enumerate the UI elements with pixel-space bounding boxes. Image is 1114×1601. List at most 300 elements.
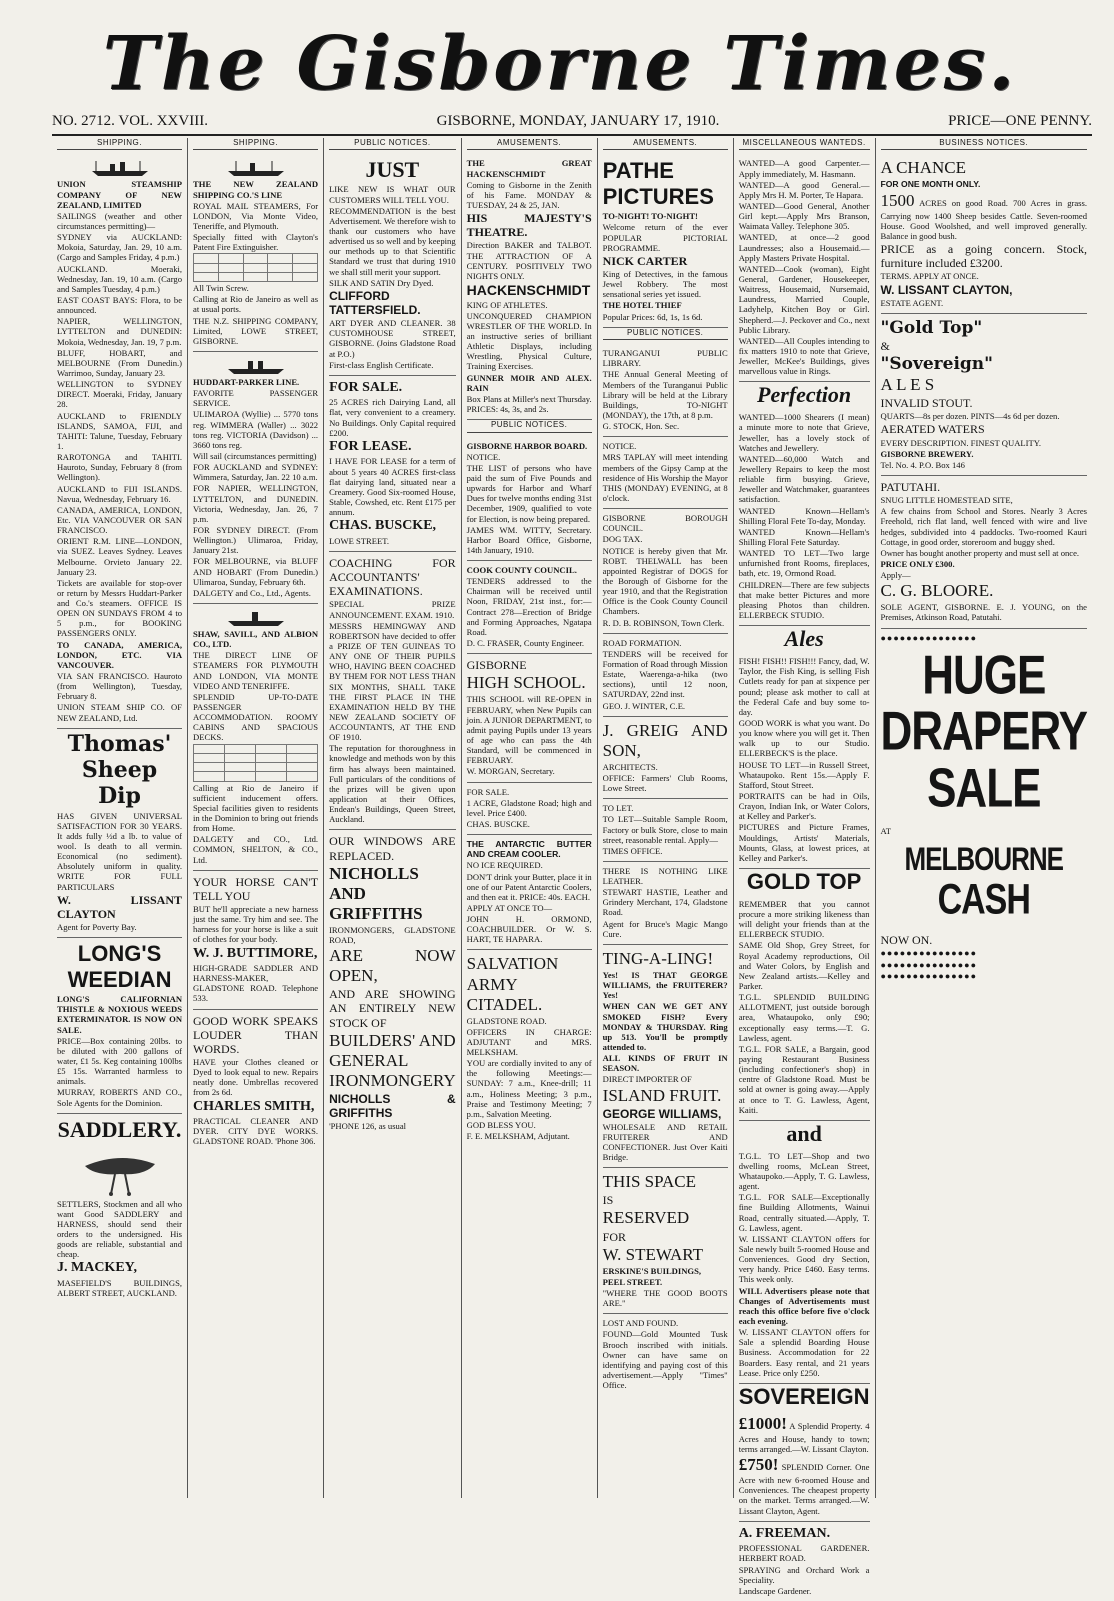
hastie-text: STEWART HASTIE, Leather and Grindery Merchant, 174, Gladstone Road. <box>602 887 728 918</box>
for-napier: FOR NAPIER, WELLINGTON, LYTTELTON, and DUNEDIN. Victoria, Wednesday, Jan. 26, 7 p.m. <box>193 483 319 524</box>
auckland-sailing: AUCKLAND. Moeraki, Wednesday, Jan. 19, 10 a.m. (Cargo and Samples Tuesday, 4 p.m.) <box>57 263 183 294</box>
pathe-pictures-ad <box>603 154 728 327</box>
tgl-ad: T.G.L. FOR SALE—Exceptionally fine Building Allotments, Wainui Road, centrally situated.—Apply, T. G. Lawless, agent. <box>738 1192 870 1233</box>
landscape-gardener: Landscape Gardener. <box>738 1585 812 1596</box>
rio-note: Calling at Rio de Janeiro as well as at usual ports. <box>193 294 319 315</box>
buscke-sub: LOWE STREET. <box>329 535 390 546</box>
hackenschmidt-ad <box>467 154 592 420</box>
gold-top-brand: "Gold Top" <box>880 317 983 338</box>
shaw-table <box>193 744 318 782</box>
shaw-title: SHAW, SAVILL, AND ALBION CO., LTD. <box>193 628 319 650</box>
column-heading: PUBLIC NOTICES. <box>329 138 456 150</box>
harbor-secretary: JAMES WM. WITTY, Secretary. Harbor Board Office, Gisborne, 14th January, 1910. <box>466 524 592 555</box>
for-sale-heading: FOR SALE. <box>466 786 510 797</box>
smoked-fish: WHEN CAN WE GET ANY SMOKED FISH? Every MONDAY & THURSDAY. Ring up 513. You'll be promptly attended to. <box>602 1001 728 1052</box>
this-space: THIS SPACE <box>602 1172 697 1192</box>
nicholls-name: NICHOLLS AND GRIFFITHS <box>329 863 423 923</box>
clayton-boarding-ad: W. LISSANT CLAYTON offers for Sale a splendid Boarding House Business. Accommodation for 22 Boarders. Easy rental, and 21 years Lease. Price only £250. <box>738 1327 870 1378</box>
notice-heading: NOTICE. <box>602 441 637 452</box>
salvation-address: GLADSTONE ROAD. <box>466 1015 547 1026</box>
cash-text: CASH <box>937 876 1030 924</box>
lost-found-heading: LOST AND FOUND. <box>602 1318 679 1329</box>
union-text: SAILINGS (weather and other circumstances permitting)— <box>57 210 183 231</box>
columns <box>52 138 1092 1596</box>
fish-ad: FISH! FISH!! FISH!!! Fancy, dad, W. Taylor, the Fish King, is selling Fish Cutlets ready for pan at sixpence per pound; please ask mother to call at the Federal Cafe and buy some to-day. <box>738 656 870 717</box>
library-title: TURANGANUI PUBLIC LIBRARY. <box>602 348 728 369</box>
road-title: ROAD FORMATION. <box>602 637 682 648</box>
patutahi-title: PATUTAHI. <box>880 480 941 495</box>
column-heading: AMUSEMENTS. <box>467 138 592 150</box>
popular-prices: Popular Prices: 6d, 1s, 1s 6d. <box>602 311 703 322</box>
friendly-islands-sailing: AUCKLAND to FRIENDLY ISLANDS, SAMOA, FIJI, and TAHITI: Talune, Tuesday, February 1. <box>57 410 183 451</box>
buscke-name: CHAS. BUSCKE, <box>329 518 437 534</box>
nicholls-footer: NICHOLLS & GRIFFITHS <box>329 1091 456 1121</box>
antarctic-text: DON'T drink your Butter, place it in one of our Patent Antarctic Coolers, and then eat it. PRICE: 40s. EACH. <box>466 871 592 902</box>
acres-number: 1500 <box>880 190 915 210</box>
favorite-service: FAVORITE PASSENGER SERVICE. <box>193 388 319 409</box>
king-athletes: KING OF ATHLETES. <box>466 299 548 310</box>
tapley-notice-ad <box>603 437 728 509</box>
price-1000-text: A Splendid Property. 4 Acres and House, handy to town; terms arranged.—W. Lissant Clayton. <box>738 1420 870 1455</box>
quarts-pints: QUARTS—8s per dozen. PINTS—4s 6d per dozen. <box>880 411 1060 422</box>
column-business-notices <box>875 138 1093 1498</box>
clayton-sub: Agent for Poverty Bay. <box>57 922 137 933</box>
bluff-sailing: BLUFF, HOBART, and MELBOURNE (From Dunedin.) Warrimoo, Sunday, January 23. <box>57 347 183 378</box>
library-ad <box>603 344 728 437</box>
goodwork-heading: GOOD WORK SPEAKS LOUDER THAN WORDS. <box>193 1013 319 1056</box>
nz-shipping-agent: THE N.Z. SHIPPING COMPANY, Limited, LOWE STREET, GISBORNE. <box>193 315 319 346</box>
patutahi-ad <box>881 476 1088 629</box>
house-to-let: HOUSE TO LET—in Russell Street, Whataupoko. Rent 15s.—Apply F. Stafford, Stout Street. <box>738 759 870 790</box>
architects: ARCHITECTS. <box>602 761 658 772</box>
school-secretary: W. MORGAN, Secretary. <box>466 766 555 777</box>
space-reserved: RESERVED <box>602 1208 690 1228</box>
brewery-ad <box>881 314 1088 476</box>
windows-replaced: OUR WINDOWS ARE REPLACED. <box>329 834 456 863</box>
weedian-sub: LONG'S CALIFORNIAN THISTLE & NOXIOUS WEEDS EXTERMINATOR. IS NOW ON SALE. <box>57 994 183 1035</box>
column-heading: MISCELLANEOUS WANTEDS. <box>739 138 870 150</box>
terms-text: TERMS. APPLY AT ONCE. <box>880 271 979 282</box>
melbourne-text: MELBOURNE <box>904 840 1064 878</box>
harbor-board-ad <box>467 437 592 562</box>
for-melbourne: FOR MELBOURNE, via BLUFF AND HOBART (From Dunedin.) Ulimaroa, Sunday, February 6th. <box>193 556 319 587</box>
ales-heading: Ales <box>784 626 824 652</box>
dog-tax: DOG TAX. <box>602 534 643 545</box>
silk-satin: SILK AND SATIN Dry Dyed. <box>329 277 434 288</box>
price-only: PRICE ONLY £300. <box>880 559 955 570</box>
shaw-savill-ad <box>193 604 318 871</box>
good-boots: "WHERE THE GOOD BOOTS ARE." <box>602 1288 728 1309</box>
union-steamship-ad <box>57 154 182 728</box>
to-let-text: TO LET—Suitable Sample Room, Factory or bulk Store, close to main street, reasonable rental. Apply— <box>602 814 728 845</box>
huddart-fleet: ULIMAROA (Wyllie) ... 5770 tons reg. WIMMERA (Waller) ... 3022 tons reg. VICTORIA (Davidson) ... 3660 tons reg. <box>193 409 319 450</box>
library-secretary: G. STOCK, Hon. Sec. <box>602 421 680 432</box>
good-work-ad: GOOD WORK is what you want. Do you know where you will get it. Then walk up to our Studio. ELLERBECK'S is the place. <box>738 717 870 759</box>
steamship-icon <box>90 159 150 177</box>
huge-text: HUGE <box>922 644 1046 707</box>
hastie-agent: Agent for Bruce's Magic Mango Cure. <box>602 918 728 939</box>
to-let-heading: TO LET. <box>602 803 634 814</box>
steamship-icon <box>226 357 286 375</box>
cook-title: COOK COUNTY COUNCIL. <box>466 565 577 576</box>
charles-smith-ad <box>193 1010 318 1152</box>
gisborne-brewery: GISBORNE BREWERY. <box>880 448 974 459</box>
gunner-moir: GUNNER MOIR AND ALEX. RAIN <box>466 372 592 393</box>
buttimore-sub: HIGH-GRADE SADDLER AND HARNESS-MAKER, GLADSTONE ROAD. Telephone 533. <box>193 963 319 1004</box>
drapery-sale-ad <box>881 629 1088 987</box>
just-sub: LIKE NEW IS WHAT OUR CUSTOMERS WILL TELL YOU. <box>329 184 456 205</box>
perfection-heading: Perfection <box>757 382 852 408</box>
pathe-title: PATHE PICTURES <box>602 158 714 210</box>
owner-note: Owner has bought another property and must sell at once. <box>880 547 1080 558</box>
at-text: AT <box>880 825 892 836</box>
shaw-accommodation: SPLENDID UP-TO-DATE PASSENGER ACCOMMODATION. ROOMY CABINS AND SPACIOUS DECKS. <box>193 691 319 743</box>
stewart-name: W. STEWART <box>602 1244 704 1264</box>
antarctic-ad <box>467 835 592 950</box>
coaching-heading: COACHING FOR ACCOUNTANTS' EXAMINATIONS. <box>329 555 456 599</box>
canada-route: CANADA, AMERICA, LONDON, Etc. VIA VANCOUVER OR SAN FRANCISCO. <box>57 504 183 536</box>
price: PRICE—ONE PENNY. <box>948 113 1092 129</box>
high-school-ad <box>467 654 592 782</box>
price-750-text: SPLENDID Corner. One Acre with new 6-roomed House and Conveniences. The cheapest property on the market. Terms arranged.—W. Lissant Clayton, Agent. <box>738 1462 870 1516</box>
space-is: IS <box>602 1193 614 1208</box>
no-ice: NO ICE REQUIRED. <box>466 860 543 871</box>
nz-shipping-title: THE NEW ZEALAND SHIPPING CO.'S LINE <box>193 179 319 200</box>
advertisers-note: WILL Advertisers please note that Changes of Advertisements must reach this office before five o'clock each evening. <box>738 1285 870 1327</box>
union-office: UNION STEAM SHIP CO. OF NEW ZEALAND, Ltd. <box>57 702 183 723</box>
williams-question: Yes! IS THAT GEORGE WILLIAMS, the FRUITERER? Yes! <box>602 969 728 1001</box>
bloore-sub: SOLE AGENT, GISBORNE. E. J. YOUNG, on the Premises, Atkinson Road, Patutahi. <box>880 602 1088 623</box>
clifford-name: CLIFFORD TATTERSFIELD. <box>329 288 421 317</box>
wanted-item: WANTED—A good Carpenter.—Apply immediately, M. Hasmann. <box>738 158 870 179</box>
children-photos: CHILDREN—There are few subjects that make better Pictures and more pleasing Photos than children. ELLERBECK STUDIO. <box>738 579 870 621</box>
wanted-item: WANTED Known—Hellam's Shilling Floral Fete Saturday. <box>738 526 870 548</box>
dot-border: ●●●●●●●●●●●●●●● <box>880 632 978 643</box>
invalid-stout: INVALID STOUT. <box>880 396 973 411</box>
ting-a-ling: TING-A-LING! <box>602 948 714 968</box>
pathe-text: Welcome return of the ever POPULAR PICTORIAL PROGRAMME. <box>602 222 728 253</box>
dog-tax-ad <box>603 509 728 634</box>
salvation-officers: OFFICERS IN CHARGE: ADJUTANT and MRS. MELKSHAM. <box>466 1026 592 1058</box>
acres-text: ACRES on good Road. 700 Acres in grass. Carrying now 1400 Sheep besides Cattle. Seven-roomed House. Good Woolshed, and well improved generally. Balance in good bush. <box>880 197 1088 241</box>
nz-shipping-ad <box>193 154 318 352</box>
peel-street: PEEL STREET. <box>602 1276 663 1287</box>
dot-border: ●●●●●●●●●●●●●●● <box>880 971 978 982</box>
school-gisborne: GISBORNE <box>466 658 527 673</box>
nick-carter: NICK CARTER <box>602 253 688 268</box>
snug-homestead: SNUG LITTLE HOMESTEAD SITE, <box>880 495 1013 506</box>
now-open: ARE NOW OPEN, <box>329 946 456 986</box>
nicholls-ad <box>329 830 456 1136</box>
aerated-waters: AERATED WATERS <box>880 422 985 437</box>
column-heading: SHIPPING. <box>193 138 318 150</box>
wanted-item: WANTED—All Couples intending to fix matters 1910 to note that Grieve, Jeweller, McKee's Buildings, gives marvellous value in Rings. <box>738 335 870 377</box>
column-miscellaneous <box>733 138 875 1596</box>
dot-border: ●●●●●●●●●●●●●●● <box>880 948 978 959</box>
nicholls-sub: IRONMONGERS, GLADSTONE ROAD, <box>329 924 456 946</box>
wellington-sydney-sailing: WELLINGTON to SYDNEY DIRECT. Moeraki, Friday, January 28. <box>57 379 183 410</box>
san-francisco-sailing: VIA SAN FRANCISCO. Hauroto (from Wellington), Tuesday, February 8. <box>57 671 183 702</box>
saddlery-text: SETTLERS, Stockmen and all who want Good SADDLERY and HARNESS, should send their orders to the undersigned. His goods are reliable, substantial and cheap. <box>57 1198 183 1260</box>
ales-text: A L E S <box>880 375 935 395</box>
tickets-notice: Tickets are available for stop-over or return by Messrs Huddart-Parker and Co.'s steamers. OFFICE IS OPEN ON SUNDAYS FROM 4 to 5 p.m., for BOOKING PASSENGERS ONLY. <box>57 577 183 639</box>
issue-number: NO. 2712. VOL. XXVIII. <box>52 113 208 129</box>
mackey-name: J. MACKEY, <box>57 1260 137 1276</box>
wanted-item: WANTED—1000 Shearers (I mean) a minute more to note that Grieve, Jeweller, has a lovely stock of Watches and Jewellery. <box>738 412 870 453</box>
huddart-parker-ad <box>193 352 318 604</box>
horse-heading: YOUR HORSE CAN'T TELL YOU <box>193 874 319 903</box>
saddlery-title: SADDLERY. <box>57 1116 182 1142</box>
hack-title: THE GREAT HACKENSCHMIDT <box>466 158 592 179</box>
chance-sub: FOR ONE MONTH ONLY. <box>880 179 981 190</box>
george-williams-ad <box>603 945 728 1168</box>
eastcoast-sailing: EAST COAST BAYS: Flora, to be announced. <box>57 294 183 316</box>
and-heading: and <box>786 1120 822 1146</box>
showing-stock: AND ARE SHOWING AN ENTIRELY NEW STOCK OF <box>329 987 456 1030</box>
salvation-title: SALVATION ARMY CITADEL. <box>466 954 559 1014</box>
column-heading: SHIPPING. <box>57 138 182 150</box>
salvation-army-ad <box>467 950 592 1146</box>
theatre-name: HIS MAJESTY'S THEATRE. <box>466 211 592 240</box>
huddart-title: HUDDART-PARKER LINE. <box>193 377 300 388</box>
smith-sub: PRACTICAL CLEANER AND DYER. CITY DYE WORKS. GLADSTONE ROAD. 'Phone 306. <box>193 1116 319 1147</box>
nicholls-phone: 'PHONE 126, as usual <box>329 1121 407 1132</box>
special-prize: SPECIAL PRIZE ANNOUNCEMENT. EXAM. 1910. <box>329 599 456 620</box>
road-engineer: GEO. J. WINTER, C.E. <box>602 700 686 711</box>
weedian-title: LONG'S WEEDIAN <box>67 941 172 993</box>
shaw-text: Calling at Rio de Janeiro if sufficient inducement offers. Special facilities given to residents in the Dominion to bring out friends from Home. <box>193 782 319 834</box>
union-title: UNION STEAMSHIP COMPANY OF NEW ZEALAND, LIMITED <box>57 179 183 210</box>
column-shipping-1 <box>52 138 187 1498</box>
buscke-ad <box>329 376 456 552</box>
buttimore-name: W. J. BUTTIMORE, <box>193 945 318 961</box>
to-let-ad <box>603 799 728 862</box>
stewart-ad <box>603 1168 728 1314</box>
sheep-dip-title: Thomas' Sheep Dip <box>67 730 172 809</box>
clayton-house-ad: W. LISSANT CLAYTON offers for Sale newly built 5-roomed House and Conveniences. Good dry Section, very handy. Price £460. Easy terms. This week only. <box>738 1233 870 1285</box>
steamship-icon <box>226 159 286 177</box>
weedian-ad <box>57 938 182 1113</box>
hastie-ad <box>603 862 728 945</box>
messrs-text-2: The reputation for thoroughness in knowledge and methods won by this firm has always been maintained. Full particulars of the conditions of the prizes will be given upon application at their Offices, Endean's Buildings, Queen Street, Auckland. <box>329 743 456 825</box>
library-text: THE Annual General Meeting of Members of the Turanganui Public Library will be held at the Library Buildings, TO-NIGHT (MONDAY), the 17th, at 8 p.m. <box>602 369 728 421</box>
wanted-item: WANTED—Cook (woman), Eight General, Gardener, Housekeeper, Waitress, Housemaid, Nursemaid, Laundress, Married Couple, Ladyhelp, Kitchen Boy or Girl. Shepherd.—J. Peckover and Co., next Public Library. <box>738 263 870 335</box>
column-public-notices <box>323 138 461 1498</box>
dalgety-agents: DALGETY and Co., Ltd., Agents. <box>193 587 311 598</box>
road-text: TENDERS will be received for Formation of Road through Mission Estate, Waerenga-a-hika (two sections), until 12 noon, SATURDAY, 22nd inst. <box>602 648 728 700</box>
same-old-shop: SAME Old Shop, Grey Street, for Royal Academy reproductions, Oil and Water Colors, by English and New Zealand artists.—Kelley and Parker. <box>738 940 870 991</box>
adjutant: F. E. MELKSHAM, Adjutant. <box>466 1131 570 1142</box>
masthead <box>30 18 1090 110</box>
tonight: TO-NIGHT! TO-NIGHT! <box>602 211 698 222</box>
bloore-name: C. G. BLOORE. <box>880 581 994 601</box>
section-heading: PUBLIC NOTICES. <box>603 328 728 340</box>
freeman-ad <box>739 1522 870 1601</box>
wanteds-block-4 <box>739 895 870 1121</box>
wanted-item: WANTED—Good General, Another Girl kept.—Apply Mrs Branson, Waimata Valley. Telephone 305. <box>738 201 870 232</box>
high-school: HIGH SCHOOL. <box>466 673 586 693</box>
steamship-icon <box>226 609 286 627</box>
portraits-ad: PORTRAITS can be had in Oils, Crayon, Indian Ink, or Water Colors, at Kelley and Parker's. <box>738 790 870 822</box>
column-heading: BUSINESS NOTICES. <box>881 138 1088 150</box>
found-text: FOUND—Gold Mounted Tusk Brooch inscribed with initials. Owner can have same on identifying and paying cost of this advertisement.—Apply "Times" Office. <box>602 1329 728 1391</box>
god-bless: GOD BLESS YOU. <box>466 1120 536 1131</box>
hack-desc: UNCONQUERED CHAMPION WRESTLER OF THE WORLD. In an instructive series of brilliant Athletic Displays, including Wrestling, Physical Culture, Training Exercises. <box>466 310 592 372</box>
antarctic-apply: APPLY AT ONCE TO— <box>466 902 553 913</box>
road-formation-ad <box>603 634 728 717</box>
sheep-dip-text: HAS GIVEN UNIVERSAL SATISFACTION FOR 30 YEARS. It adds fully ½d a lb. to value of wool. Is death to all vermin. Economical (no sediment). Absolutely uniform in quality. WRITE FOR FULL PARTICULARS <box>57 810 183 892</box>
chance-title: A CHANCE <box>880 158 966 178</box>
every-description: EVERY DESCRIPTION. FINEST QUALITY. <box>880 437 1042 448</box>
wanteds-block-3 <box>739 652 870 869</box>
wanted-item: WANTED—A good General.—Apply Mrs H. M. Porter, Te Hapara. <box>738 179 870 200</box>
tgl-ad: T.G.L. TO LET—Shop and two dwelling rooms, McLean Street, Whataupoko.—Apply, T. G. Lawless, agent. <box>738 1150 870 1192</box>
gold-top-heading: GOLD TOP <box>746 868 862 894</box>
hack-sub: Coming to Gisborne in the Zenith of his Fame. MONDAY & TUESDAY, 24 & 25, JAN. <box>466 179 592 210</box>
messrs-text: MESSRS HEMINGWAY AND ROBERTSON have decided to offer a PRIZE OF TEN GUINEAS TO ANY ONE OF THEIR PUPILS WHO, HAVING BEEN COACHED BY THEM FOR NOT LESS THAN SIX MONTHS, SHALL TAKE THE FIRST PLACE IN THE EXAMINATION HELD BY THE NEW ZEALAND SOCIETY OF ACCOUNTANTS, AT THE END OF 1910. <box>329 620 456 743</box>
ampersand: & <box>880 338 890 353</box>
cook-county-ad <box>467 561 592 654</box>
estate-agent: ESTATE AGENT. <box>880 297 944 308</box>
wanted-item: WANTED TO LET—Two large unfurnished front Rooms, fireplaces, bath, etc. 19, Ormond Road. <box>738 548 870 579</box>
wanteds-block-5 <box>739 1147 870 1384</box>
price-750: £750! <box>738 1455 779 1475</box>
borough-title: GISBORNE BOROUGH COUNCIL. <box>602 513 728 534</box>
nz-shipping-table <box>193 253 318 282</box>
snug-text: A few chains from School and Stores. Nearly 3 Acres Freehold, rich flat land, well fenced with wire and live hedges, subdivided into 4 paddocks. Two-roomed Kauri Cottage, in good order, storeroom and buggy shed. <box>880 506 1088 547</box>
will-sail: Will sail (circumstances permitting) <box>193 451 317 461</box>
drapery-text: DRAPERY <box>880 701 1088 763</box>
clayton-agent: W. LISSANT CLAYTON <box>57 892 183 921</box>
now-on: NOW ON. <box>880 932 933 947</box>
freeman-name: A. FREEMAN. <box>738 1525 831 1541</box>
property-ads <box>739 1410 870 1522</box>
harbor-text: THE LIST of persons who have paid the sum of Five Pounds and upwards for Harbor and Wharf Dues for twelve months ending 31st December, 1909, qualified to vote for Election, is now being prepared. <box>466 462 592 524</box>
newspaper-title: The Gisborne Times. <box>102 21 1018 107</box>
for-lease-heading: FOR LEASE. <box>329 438 412 454</box>
spraying: SPRAYING and Orchard Work a Speciality. <box>738 1564 870 1585</box>
goodwork-text: HAVE your Clothes cleaned or Dyed to look equal to new. Repairs neatly done. Umbrellas recovered from 2s 6d. <box>193 1057 319 1098</box>
first-class: First-class English Certificate. <box>329 359 434 370</box>
greig-office: OFFICE: Farmers' Club Rooms, Lowe Street. <box>602 772 728 794</box>
fiji-sailing: AUCKLAND to FIJI ISLANDS. Navua, Wednesday, February 16. <box>57 483 183 504</box>
murray-agents: MURRAY, ROBERTS AND CO., Sole Agents for the Dominion. <box>57 1087 183 1108</box>
saddle-icon <box>75 1146 165 1196</box>
just-text: RECOMMENDATION is the best Advertisement. We therefore wish to thank our customers who have advertised us so well and by keeping our methods up to that Scientific Standard we trust that during 1910 we shall still merit your support. <box>329 205 456 277</box>
wanteds-block <box>739 154 870 382</box>
direct-importer: DIRECT IMPORTER OF <box>602 1074 692 1085</box>
column-shipping-2 <box>187 138 323 1498</box>
canada-vancouver: TO CANADA, AMERICA, LONDON, ETC. VIA VANCOUVER. <box>57 639 183 670</box>
dot-border: ●●●●●●●●●●●●●●● <box>880 959 978 970</box>
sovereign-brand: "Sovereign" <box>880 354 994 375</box>
williams-sub: WHOLESALE AND RETAIL FRUITERER AND CONFECTIONER. Just Over Kaiti Bridge. <box>602 1121 728 1163</box>
brewery-tel: Tel. No. 4. P.O. Box 146 <box>880 459 965 470</box>
hack-name: HACKENSCHMIDT <box>466 282 591 299</box>
acre-for-sale-ad <box>467 783 592 836</box>
greig-name: J. GREIG AND SON, <box>602 720 728 760</box>
just-title: JUST <box>365 157 420 183</box>
carter-text: King of Detectives, in the famous Jewel Robbery. The most sensational series yet issued. <box>602 269 728 300</box>
chance-ad <box>881 154 1088 313</box>
wanted-item: WANTED—60,000 Watch and Jewellery Repairs to keep the most reliable firm busying. Grieve, Jeweller and Watchmaker, guarantees satisfaction. <box>738 453 870 505</box>
hack-text: Direction BAKER and TALBOT. THE ATTRACTION OF A CENTURY. POSITIVELY TWO NIGHTS ONLY. <box>466 240 592 281</box>
sovereign-heading: SOVEREIGN <box>738 1383 870 1409</box>
clayton-name: W. LISSANT CLAYTON, <box>880 282 1013 297</box>
place-date: GISBORNE, MONDAY, JANUARY 17, 1910. <box>436 113 720 129</box>
column-amusements-1 <box>461 138 597 1498</box>
cook-engineer: D. C. FRASER, County Engineer. <box>466 638 585 649</box>
island-fruit: ISLAND FRUIT. <box>602 1085 722 1105</box>
school-text: THIS SCHOOL will RE-OPEN in FEBRUARY, when New Pupils can join. A JUNIOR DEPARTMENT, to admit paying Pupils under 13 years of age who can pass the 4th Standard, will be commenced in FEBRUARY. <box>466 694 592 766</box>
dog-text: NOTICE is hereby given that Mr. ROBT. THELWALL has been appointed Registrar of DOGS for the Borough of Gisborne for the year 1910, and that the Registration Office is the Cook County Council Chambers. <box>602 545 728 617</box>
harbor-title: GISBORNE HARBOR BOARD. <box>466 440 588 451</box>
nz-shipping-sub: ROYAL MAIL STEAMERS, For LONDON, Via Monte Video, Teneriffe, and Plymouth. <box>193 200 319 231</box>
clifford-ad <box>329 154 456 375</box>
orient-line: ORIENT R.M. LINE—LONDON, via SUEZ. Leaves Sydney. Leaves Melbourne. Orvieto January 22. January 23. <box>57 536 183 577</box>
for-sale-text: 25 ACRES rich Dairying Land, all flat, very convenient to a creamery. No Buildings. Only Capital required £200. <box>329 397 456 438</box>
column-amusements-2 <box>597 138 733 1498</box>
freeman-sub: PROFESSIONAL GARDENER. HERBERT ROAD. <box>738 1543 870 1564</box>
for-auckland: FOR AUCKLAND and SYDNEY: Wimmera, Saturday, Jan. 22 10 a.m. <box>193 462 319 483</box>
napier-sailing: NAPIER, WELLINGTON, LYTTELTON and DUNEDIN: Mokoia, Wednesday, Jan. 19, 7 p.m. <box>57 316 183 347</box>
for-lease-text: I HAVE FOR LEASE for a term of about 5 years 40 ACRES first-class flat dairying land, situated near a Creamery. Good Six-roomed House, Stable, Cowshed, etc. Rent £175 per annum. <box>329 456 456 518</box>
horse-text: BUT he'll appreciate a new harness just the same. Try him and see. The harness for your horse is like a suit of clothes for your body. <box>193 903 319 945</box>
clifford-sub: ART DYER AND CLEANER. 38 CUSTOMHOUSE STREET, GISBORNE. (Joins Gladstone Road at P.O.) <box>329 318 456 359</box>
coaching-ad <box>329 552 456 831</box>
tgl-ad: T.G.L. SPLENDID BUILDING ALLOTMENT, just outside borough area, Whataupoko, only £90; exceptionally easy terms.—T. G. Lawless, agent. <box>738 992 870 1043</box>
wanted-item: WANTED Known—Hellam's Shilling Floral Fete To-day, Monday. <box>738 505 870 526</box>
hotel-thief: THE HOTEL THIEF <box>602 300 682 311</box>
weedian-text: PRICE—Box containing 20lbs. to be diluted with 200 gallons of water, £1 5s. Keg containing 100lbs £5 15s. Warranted harmless to animals. <box>57 1035 183 1087</box>
remember-ad: REMEMBER that you cannot procure a more striking likeness than will delight your friends than at the ELLERBECK STUDIO. <box>738 898 870 940</box>
leather-heading: THERE IS NOTHING LIKE LEATHER. <box>602 865 728 887</box>
price-text: PRICE as a going concern. Stock, furniture included £3200. <box>880 242 1088 271</box>
saddlery-ad <box>57 1114 182 1304</box>
section-heading: PUBLIC NOTICES. <box>467 420 592 432</box>
box-plans: Box Plans at Miller's next Thursday. PRICES: 4s, 3s, and 2s. <box>466 393 592 414</box>
builders-ironmongery: BUILDERS' AND GENERAL IRONMONGERY <box>329 1030 456 1090</box>
antarctic-title: THE ANTARCTIC BUTTER AND CREAM COOLER. <box>466 839 592 860</box>
dalgety-common: DALGETY and CO., Ltd. COMMON, SHELTON, & CO., Ltd. <box>193 834 319 865</box>
for-sydney: FOR SYDNEY DIRECT. (From Wellington.) Ulimaroa, Friday, January 21st. <box>193 524 319 556</box>
shaw-sub: THE DIRECT LINE OF STEAMERS FOR PLYMOUTH AND LONDON, VIA MONTE VIDEO AND TENERIFFE. <box>193 650 319 691</box>
twin-screw: All Twin Screw. <box>193 283 249 294</box>
wanted-item: WANTED, at once—2 good Laundresses; also a Housemaid.—Apply Masters Private Hospital. <box>738 232 870 263</box>
town-clerk: R. D. B. ROBINSON, Town Clerk. <box>602 617 725 628</box>
dateline <box>52 113 1092 136</box>
harbor-notice: NOTICE. <box>466 451 501 462</box>
mackey-address: MASEFIELD'S BUILDINGS, ALBERT STREET, AUCKLAND. <box>57 1277 183 1299</box>
greig-ad <box>603 717 728 800</box>
all-kinds-fruit: ALL KINDS OF FRUIT IN SEASON. <box>602 1053 728 1074</box>
price-1000: £1000! <box>738 1413 787 1433</box>
lost-found-ad <box>603 1314 728 1395</box>
williams-name: GEORGE WILLIAMS, <box>602 1106 722 1121</box>
space-for: FOR <box>602 1229 626 1244</box>
rarotonga-sailing: RAROTONGA and TAHITI. Hauroto, Sunday, February 8 (from Wellington). <box>57 452 183 483</box>
sale-text: SALE <box>927 757 1041 819</box>
nz-shipping-text: Specially fitted with Clayton's Patent Fire Extinguisher. <box>193 232 319 253</box>
acre-agent: CHAS. BUSCKE. <box>466 818 530 829</box>
pictures-ad: PICTURES and Picture Frames, Mouldings, Artists' Materials, Mounts, Glass, at lowest prices, at Kelley and Parker's. <box>738 822 870 863</box>
erskine-buildings: ERSKINE'S BUILDINGS, <box>602 1265 702 1276</box>
wanteds-block-2 <box>739 408 870 626</box>
smith-name: CHARLES SMITH, <box>193 1098 315 1114</box>
cook-text: TENDERS addressed to the Chairman will be received until Noon, FRIDAY, 21st inst., for:—Contract 278—Erection of Bridge and Forming Approaches, Ngatapa Road. <box>466 576 592 637</box>
sydney-sailing: SYDNEY via AUCKLAND: Mokoia, Saturday, Jan. 29, 10 a.m. (Cargo and Samples Friday, 4 p.m.) <box>57 232 183 263</box>
tapley-text: MRS TAPLAY will meet intending members of the Gipsy Camp at the residence of His Worship the Mayor THIS (MONDAY) EVENING, at 8 o'clock. <box>602 452 728 504</box>
